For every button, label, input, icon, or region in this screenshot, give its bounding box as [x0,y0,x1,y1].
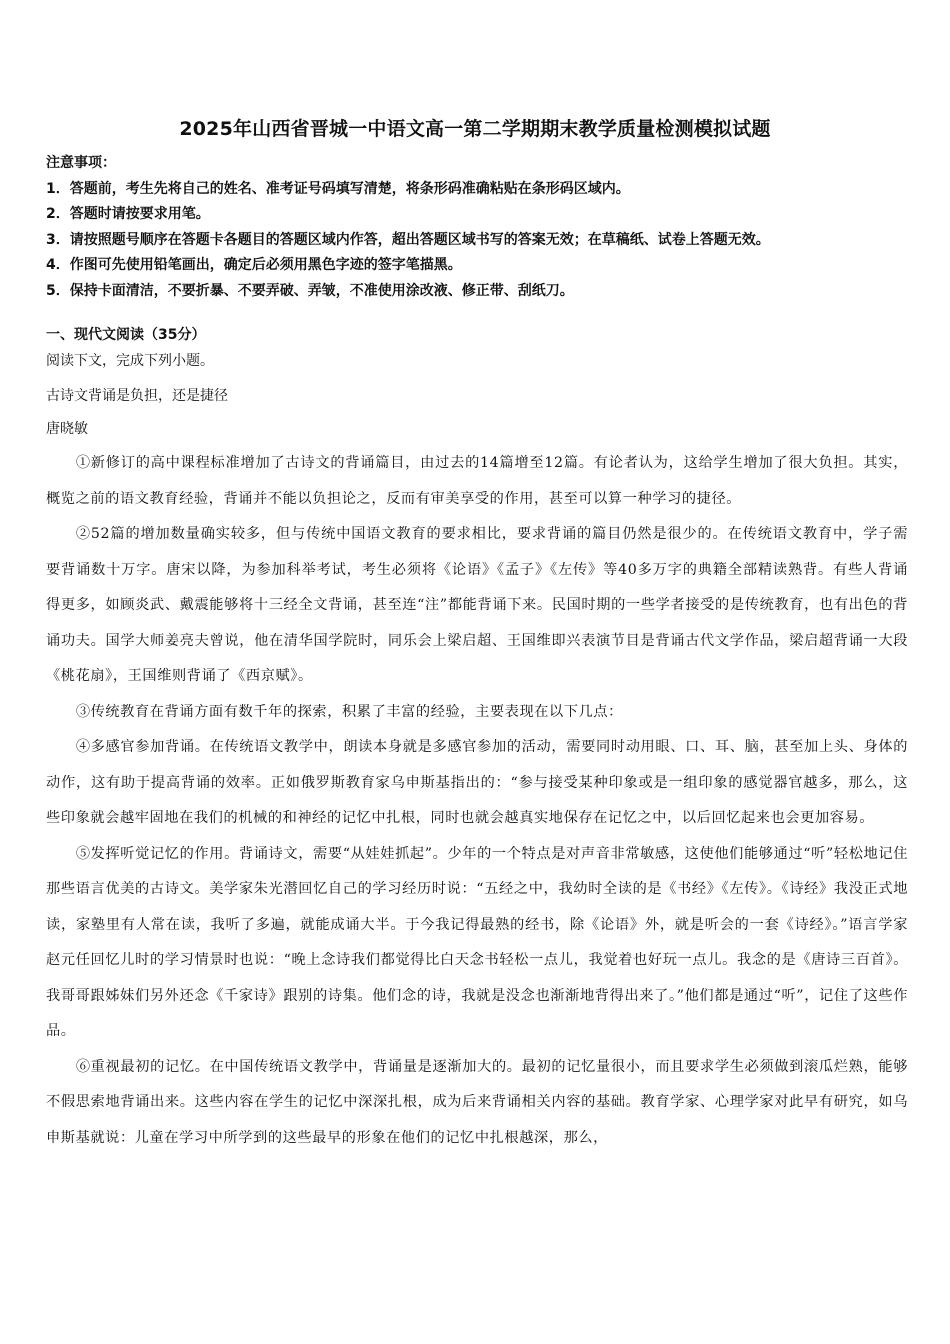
section-heading: 一、现代文阅读（35分） [46,327,206,343]
article-paragraph: ⑤发挥听觉记忆的作用。背诵诗文，需要“从娃娃抓起”。少年的一个特点是对声音非常敏感，这使他们能够通过“听”轻松地记住那些语言优美的古诗文。美学家朱光潜回忆自己的学习经历时说：“五经之中，我幼时全读的是《书经》《左传》。《诗经》我没正式地读，家塾里有人常在读，我听了多遍，就能成诵大半。于今我记得最熟的经书，除《论语》外，就是听会的一套《诗经》。”语言学家赵元任回忆儿时的学习情景时也说：“晚上念诗我们都觉得比白天念书轻松一点儿，我觉着也好玩一点儿。我念的是《唐诗三百首》。我哥哥跟姊妹们另外还念《千家诗》跟别的诗集。他们念的诗，我就是没念也渐渐地背得出来了。”他们都是通过“听”，记住了这些作品。 [46,845,908,1039]
article-paragraph: ⑥重视最初的记忆。在中国传统语文教学中，背诵量是逐渐加大的。最初的记忆量很小，而且要求学生必须做到滚瓜烂熟，能够不假思索地背诵出来。这些内容在学生的记忆中深深扎根，成为后来背诵相关内容的基础。教育学家、心理学家对此早有研究，如乌申斯基就说：儿童在学习中所学到的这些最早的形象在他们的记忆中扎根越深，那么， [46,1058,908,1146]
article-body [46,446,908,1156]
article-paragraph: ②52篇的增加数量确实较多，但与传统中国语文教育的要求相比，要求背诵的篇目仍然是很少的。在传统语文教育中，学子需要背诵数十万字。唐宋以降，为参加科举考试，考生必须将《论语》《孟子》《左传》等40多万字的典籍全部精读熟背。有些人背诵得更多，如顾炎武、戴震能够将十三经全文背诵，甚至连“注”都能背诵下来。民国时期的一些学者接受的是传统教育，也有出色的背诵功夫。国学大师姜亮夫曾说，他在清华国学院时，同乐会上梁启超、王国维即兴表演节目是背诵古代文学作品，梁启超背诵一大段《桃花扇》，王国维则背诵了《西京赋》。 [46,526,908,684]
notice-item: 5．保持卡面清洁，不要折暴、不要弄破、弄皱，不准使用涂改液、修正带、刮纸刀。 [46,282,574,299]
reading-instruction: 阅读下文，完成下列小题。 [46,353,214,369]
article-title: 古诗文背诵是负担，还是捷径 [46,388,228,404]
notice-item: 4．作图可先使用铅笔画出，确定后必须用黑色字迹的签字笔描黑。 [46,257,462,273]
notice-item: 1．答题前，考生先将自己的姓名、准考证号码填写清楚，将条形码准确粘贴在条形码区域内。 [46,180,630,197]
article-paragraph: ①新修订的高中课程标准增加了古诗文的背诵篇目，由过去的14篇增至12篇。有论者认为，这给学生增加了很大负担。其实，概览之前的语文教育经验，背诵并不能以负担论之，反而有审美享受的作用，甚至可以算一种学习的捷径。 [46,455,908,507]
notice-item: 2．答题时请按要求用笔。 [46,206,210,222]
exam-title: 2025年山西省晋城一中语文高一第二学期期末教学质量检测模拟试题 [179,118,771,140]
article-author: 唐晓敏 [46,421,88,437]
article-paragraph: ④多感官参加背诵。在传统语文教学中，朗读本身就是多感官参加的活动，需要同时动用眼、口、耳、脑，甚至加上头、身体的动作，这有助于提高背诵的效率。正如俄罗斯教育家乌申斯基指出的：“参与接受某种印象或是一组印象的感觉器官越多，那么，这些印象就会越牢固地在我们的机械的和神经的记忆中扎根，同时也就会越真实地保存在记忆之中，以后回忆起来也会更加容易。 [46,739,908,826]
notice-block [46,151,916,304]
notice-heading: 注意事项： [46,155,116,171]
article-paragraph: ③传统教育在背诵方面有数千年的探索，积累了丰富的经验，主要表现在以下几点： [75,703,623,720]
notice-item: 3．请按照题号顺序在答题卡各题目的答题区域内作答，超出答题区域书写的答案无效；在草稿纸、试卷上答题无效。 [46,231,770,248]
